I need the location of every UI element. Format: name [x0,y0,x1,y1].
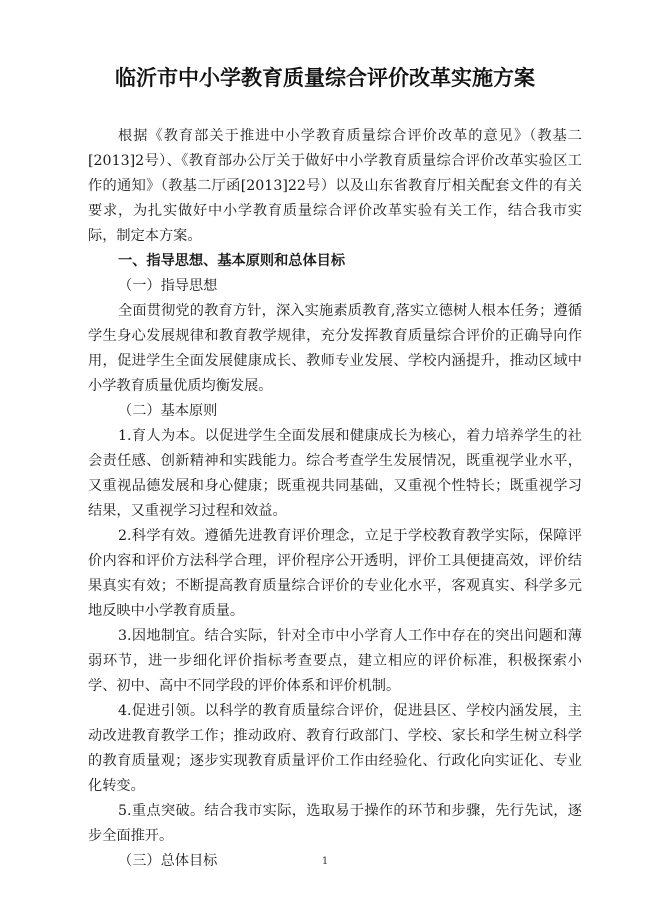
principle-paragraph: 2.科学有效。遵循先进教育评价理念，立足于学校教育教学实际，保障评价内容和评价方法科学合理，评价程序公开透明，评价工具便捷高效，评价结果真实有效；不断提高教育质量综合评价的专业化水平，客观真实、科学多元地反映中小学教育质量。 [88,528,582,619]
page-number: 1 [321,856,329,867]
principle-paragraph: 5.重点突破。结合我市实际，选取易于操作的环节和步骤，先行先试，逐步全面推开。 [88,803,582,844]
intro-paragraph: 根据《教育部关于推进中小学教育质量综合评价改革的意见》（教基二[2013]2号）、《教育部办公厅关于做好中小学教育质量综合评价改革实验区工作的通知》（教基二厅函[2013]22号）以及山东省教育厅相关配套文件的有关要求，为扎实做好中小学教育质量综合评价改革实验有关工作，结合我市实际，制定本方案。 [88,128,582,244]
document-title: 临沂市中小学教育质量综合评价改革实施方案 [115,66,535,90]
subsection-heading: （二）基本原则 [118,403,218,419]
document-body [88,124,582,874]
principle-paragraph: 4.促进引领。以科学的教育质量综合评价，促进县区、学校内涵发展，主动改进教育教学工作；推动政府、教育行政部门、学校、家长和学生树立科学的教育质量观；逐步实现教育质量评价工作由经验化、行政化向实证化、专业化转变。 [88,703,582,794]
subsection-heading: （三）总体目标 [118,853,218,869]
guiding-ideology-paragraph: 全面贯彻党的教育方针，深入实施素质教育,落实立德树人根本任务；遵循学生身心发展规律和教育教学规律，充分发挥教育质量综合评价的正确导向作用，促进学生全面发展健康成长、教师专业发展、学校内涵提升，推动区域中小学教育质量优质均衡发展。 [88,303,582,394]
subsection-heading: （一）指导思想 [118,278,218,294]
principle-paragraph: 1.育人为本。以促进学生全面发展和健康成长为核心，着力培养学生的社会责任感、创新精神和实践能力。综合考查学生发展情况，既重视学业水平，又重视品德发展和身心健康；既重视共同基础，又重视个性特长；既重视学习结果，又重视学习过程和效益。 [88,428,582,519]
section-heading: 一、指导思想、基本原则和总体目标 [118,253,346,269]
principle-paragraph: 3.因地制宜。结合实际，针对全市中小学育人工作中存在的突出问题和薄弱环节，进一步细化评价指标考查要点，建立相应的评价标准，积极探索小学、初中、高中不同学段的评价体系和评价机制。 [88,628,582,694]
